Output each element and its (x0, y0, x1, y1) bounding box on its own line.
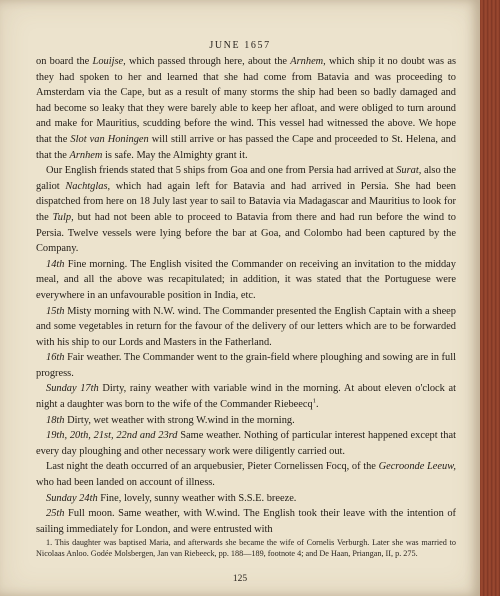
body-paragraph (36, 506, 456, 537)
text-run: Our English friends stated that 5 ships from Goa and one from Persia had arrived at (46, 165, 397, 177)
body-paragraph (36, 428, 456, 459)
text-run: Misty morning with N.W. wind. The Commander presented the English Captain with a sheep and some vegetables in return for the favour of the delivery of our letters which are to be forwarded with his ship to our Lords and Masters in the Fatherland. (36, 305, 456, 348)
italic-text: 15th (46, 305, 65, 317)
text-run: Same weather. Nothing of particular interest happened except that every day ploughing and other necessary work were diligently carried out. (36, 430, 456, 457)
book-edge (480, 0, 500, 596)
text-run: Last night the death occurred of an arquebusier, Pieter Cornelissen Focq, of the (46, 461, 379, 473)
body-paragraph (36, 54, 456, 163)
text-run: will still arrive or has passed the Cape and proceeded to St. Helena, and that the (36, 133, 456, 161)
text-run: which ship it no doubt was as they had spoken to her and learned that she had come from Batavia and was proceeding to Amsterdam via the Cape, but as a result of many storms the ship had been so badly damaged and had become so leaky that they were barely able to keep her afloat, and were obliged to turn around and make for Mauritius, scudding before the wind. This vessel had witnessed the above. We hope that the (36, 56, 456, 145)
text-run: Fair weather. The Commander went to the grain-field where ploughing and sowing are in full progress. (36, 352, 456, 379)
body-paragraph (36, 350, 456, 381)
text-run: is safe. May the Almighty grant it. (102, 149, 248, 161)
body-paragraph (36, 491, 456, 507)
text-run: Fine, lovely, sunny weather with S.S.E. breeze. (97, 492, 297, 504)
text-run: Dirty, wet weather with strong W.wind in the morning. (64, 414, 295, 426)
italic-text: Slot van Honingen (70, 133, 149, 145)
page-number: 125 (232, 574, 248, 584)
text-run: which had again left for Batavia and had arrived in Persia. She had been dispatched from here on 18 July last year to sail to Batavia via Madagascar and Mauritius to look for the (36, 180, 456, 223)
running-head: JUNE 1657 (209, 40, 271, 51)
body-paragraph (36, 163, 456, 257)
text-run: also the galiot (36, 165, 456, 192)
italic-text: Tulp, (52, 211, 74, 223)
text-run: who had been landed on account of illness. (36, 477, 215, 489)
text-run: which passed through here, about the (125, 56, 291, 67)
italic-text: 14th (46, 258, 65, 270)
italic-text: Sunday 17th (46, 383, 99, 395)
italic-text: 18th (46, 414, 65, 426)
italic-text: Arnhem (69, 149, 103, 161)
text-run: Full moon. Same weather, with W.wind. The English took their leave with the intention of sailing immediately for London, and were entrusted with (36, 508, 456, 535)
text-run: Fine morning. The English visited the Commander on receiving an invitation to the midday meal, and all the above was recapitulated; in addition, it was stated that the Portuguese were everywhere in an unfavourable position in India, etc. (36, 258, 456, 301)
italic-text: Gecroonde Leeuw, (378, 461, 456, 473)
italic-text: 19th, 20th, 21st, 22nd and 23rd (46, 430, 178, 442)
footnote (36, 537, 456, 559)
body-paragraph (36, 459, 456, 490)
text-run: . (315, 399, 319, 411)
italic-text: Sunday 24th (46, 492, 98, 504)
footnote-text: 1. This daughter was baptised Maria, and afterwards she became the wife of Cornelis Verburgh. Later she was married to Nicolaas Anloo. Godée Molsbergen, Jan van Riebeeck, pp. 188—189, footnote 4; and De Haan, Priangan, II, p. 275. (36, 538, 456, 558)
italic-text: Nachtglas, (65, 180, 111, 192)
text-run: on board the (36, 56, 93, 67)
body-paragraph (36, 304, 456, 351)
italic-text: 25th (46, 508, 65, 520)
page-body (36, 54, 456, 537)
italic-text: Louijse, (92, 56, 126, 67)
italic-text: 16th (46, 352, 65, 364)
body-paragraph (36, 413, 456, 429)
text-run: Dirty, rainy weather with variable wind in the morning. At about eleven o'clock at night a daughter was born to the wife of the Commander Riebeecq (36, 383, 456, 411)
body-paragraph (36, 381, 456, 412)
body-paragraph (36, 257, 456, 304)
italic-text: Arnhem, (290, 56, 326, 67)
text-run: but had not been able to proceed to Batavia from there and had run before the wind to Persia. Twelve vessels were lying before the bar at Goa, and Colombo had been captured by the Company. (36, 211, 456, 255)
italic-text: Surat, (396, 165, 422, 177)
footnote-marker: 1 (312, 397, 316, 405)
